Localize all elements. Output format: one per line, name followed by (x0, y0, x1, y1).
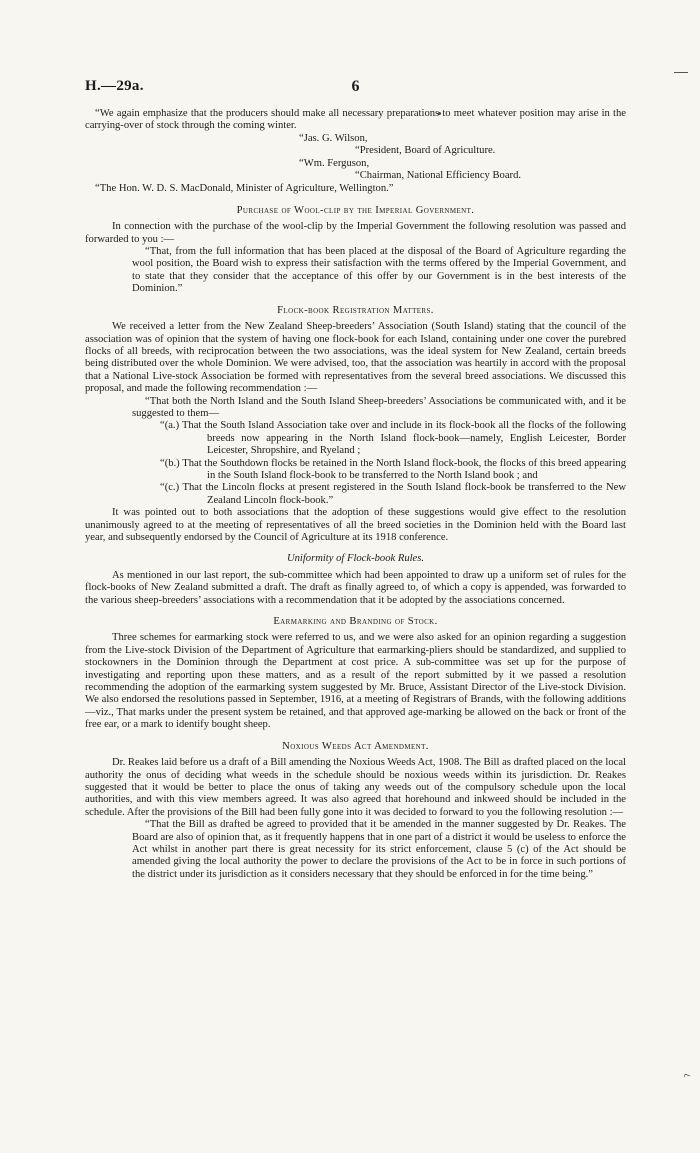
corner-mark: ⌐ (681, 1067, 694, 1083)
paragraph: It was pointed out to both associations that the adoption of these suggestions would give effect to the resolution unanimously agreed to at the meeting of representatives of all the breed societies in the Dominion held with the Board last year, and subsequently endorsed by the Council of Agriculture at its 1918 conference. (85, 507, 626, 543)
signatory-title-2: “Chairman, National Efficiency Board. (355, 170, 522, 182)
section-heading-earmarking: Earmarking and Branding of Stock. (273, 616, 438, 628)
paragraph: In connection with the purchase of the wool-clip by the Imperial Government the following resolution was passed and forwarded to you :— (85, 221, 626, 245)
paragraph: Dr. Reakes laid before us a draft of a Bill amending the Noxious Weeds Act, 1908. The Bill as drafted placed on the local authority the onus of deciding what weeds in the schedule should be noxious weeds within its jurisdiction. Dr. Reakes suggested that it would be better to place the onus of taking any weeds out of the compulsory schedule upon the local authorities, and with this view members agreed. It was also agreed that horehound and inkweed should be included in the schedule. After the provisions of the Bill had been fully gone into it was decided to forward to you the following resolution :— (85, 757, 626, 818)
page-header (85, 78, 626, 98)
addressee: “The Hon. W. D. S. MacDonald, Minister of Agriculture, Wellington.” (95, 183, 394, 195)
section-heading-flock-book: Flock-book Registration Matters. (277, 304, 434, 316)
document-body (85, 108, 626, 881)
recommendation-lead: “That both the North Island and the South Island Sheep-breeders’ Associations be communicated with, and it be suggested to them— (132, 395, 626, 419)
resolution-quote: “That the Bill as drafted be agreed to provided that it be amended in the manner suggested by Dr. Reakes. The Board are also of opinion that, as it frequently happens that in one part of a district it would be useless to enforce the Act whilst in another part there is great necessity for its strict enforcement, clause 5 (c) of the Act should be amended giving the local authority the power to declare the provisions of the Act to be in force in such portions of the district under its jurisdiction as it considers necessary that they should be enforced in for the time being.” (132, 819, 626, 880)
paragraph: As mentioned in our last report, the sub-committee which had been appointed to draw up a uniform set of rules for the flock-books of New Zealand submitted a draft. The draft as finally agreed to, of which a copy is appended, was forwarded to the various sheep-breeders’ associations with a recommendation that it be adopted by the associations concerned. (85, 569, 626, 606)
recommendation-item-b: “(b.) That the Southdown flocks be retained in the North Island flock-book, the flocks of this breed appearing in the South Island flock-book to be transferred to the North Island book ; and (160, 457, 626, 481)
signatory-name-1: “Jas. G. Wilson, (299, 132, 368, 144)
section-heading-noxious-weeds: Noxious Weeds Act Amendment. (282, 740, 429, 752)
signatory-title-1: “President, Board of Agriculture. (355, 145, 496, 157)
recommendation-item-a: “(a.) That the South Island Association take over and include in its flock-book all the flocks of the following breeds now appearing in the North Island flock-book—namely, English Leicester, Border Leicester, Shropshire, and Ryeland ; (160, 420, 626, 457)
document-reference: H.—29a. (85, 78, 144, 94)
paragraph: We received a letter from the New Zealand Sheep-breeders’ Association (South Island) stating that the council of the association was of opinion that the system of having one flock-book for each Island, containing under one cover the purebred flocks of all breeds, with reciprocation between the two associations, was the ideal system for New Zealand, certain breeds being distributed over the whole Dominion. We were advised, too, that the association was heartily in accord with the proposal that a National Live-stock Association be formed with representatives from the several breed associations. We discussed this proposal, and made the following recommendation :— (85, 321, 626, 395)
resolution-quote: “That, from the full information that has been placed at the disposal of the Board of Agriculture regarding the wool position, the Board wish to express their satisfaction with the terms offered by the Imperial Government, and to state that they consider that the acceptance of this offer by our Government is in the best interests of the Dominion.” (132, 246, 626, 295)
section-heading-wool-clip: Purchase of Wool-clip by the Imperial Government. (236, 204, 475, 216)
recommendation-item-c: “(c.) That the Lincoln flocks at present registered in the South Island flock-book be transferred to the New Zealand Lincoln flock-book.” (160, 482, 626, 506)
signatory-name-2: “Wm. Ferguson, (299, 157, 370, 169)
scan-mark (674, 72, 688, 73)
intro-paragraph: “We again emphasize that the producers should make all necessary preparations to meet whatever position may arise in the carrying-over of stock through the coming winter. (85, 108, 626, 132)
page-number: 6 (351, 78, 360, 95)
section-heading-uniformity: Uniformity of Flock-book Rules. (286, 553, 425, 565)
paragraph: Three schemes for earmarking stock were referred to us, and we were also asked for an opinion regarding a suggestion from the Live-stock Division of the Department of Agriculture that earmarking-pliers should be standardized, and supplied to stockowners in the Dominion through the Department at cost price. A sub-committee was set up for the purpose of investigating and reporting upon these matters, and as a result of the report submitted by it we passed a resolution recommending the adoption of the earmarking system suggested by Mr. Bruce, Assistant Director of the Live-stock Division. We also endorsed the resolutions passed in September, 1916, at a meeting of Registrars of Brands, with the following additions—viz., That marks under the present system be retained, and that approved age-marking be allowed on the back or front of the free ear, or a mark to identify bought sheep. (85, 632, 626, 731)
